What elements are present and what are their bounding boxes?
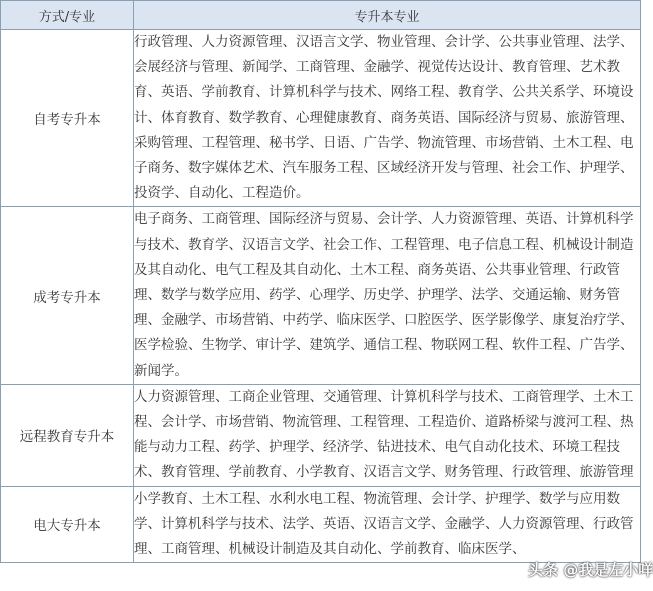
- table-row: [1, 207, 641, 384]
- table-row: [1, 30, 641, 207]
- watermark: 头条 @我是左小咩: [528, 561, 653, 579]
- table-row: [1, 486, 641, 563]
- majors-cell: 电子商务、工商管理、国际经济与贸易、会计学、人力资源管理、英语、计算机科学与技术、教育学、汉语言文学、社会工作、工程管理、电子信息工程、机械设计制造及其自动化、电气工程及其自动化、土木工程、商务英语、公共事业管理、行政管理、数学与数学应用、药学、心理学、历史学、护理学、法学、交通运输、财务管理、金融学、市场营销、中药学、临床医学、口腔医学、医学影像学、康复治疗学、医学检验、生物学、审计学、建筑学、通信工程、物联网工程、软件工程、广告学、新闻学。: [134, 207, 641, 384]
- header-row: [1, 1, 641, 30]
- majors-cell: 小学教育、土木工程、水利水电工程、物流管理、会计学、护理学、数学与应用数学、计算机科学与技术、法学、英语、汉语言文学、金融学、人力资源管理、行政管理、工商管理、机械设计制造及其自动化、学前教育、临床医学、: [134, 486, 641, 563]
- method-cell: 电大专升本: [1, 486, 134, 563]
- majors-cell: 行政管理、人力资源管理、汉语言文学、物业管理、会计学、公共事业管理、法学、会展经济与管理、新闻学、工商管理、金融学、视觉传达设计、教育管理、艺术教育、英语、学前教育、计算机科学与技术、网络工程、教育学、公共关系学、环境设计、体育教育、数学教育、心理健康教育、商务英语、国际经济与贸易、旅游管理、采购管理、工程管理、秘书学、日语、广告学、物流管理、市场营销、土木工程、电子商务、数字媒体艺术、汽车服务工程、区域经济开发与管理、社会工作、护理学、投资学、自动化、工程造价。: [134, 30, 641, 207]
- method-cell: 远程教育专升本: [1, 384, 134, 486]
- table-row: [1, 384, 641, 486]
- method-cell: 成考专升本: [1, 207, 134, 384]
- header-majors: 专升本专业: [134, 1, 641, 30]
- majors-cell: 人力资源管理、工商企业管理、交通管理、计算机科学与技术、工商管理学、土木工程、会计学、市场营销、物流管理、工程管理、工程造价、道路桥梁与渡河工程、热能与动力工程、药学、护理学、经济学、钻进技术、电气自动化技术、环境工程技术、教育管理、学前教育、小学教育、汉语言文学、财务管理、行政管理、旅游管理: [134, 384, 641, 486]
- header-method: 方式/专业: [1, 1, 134, 30]
- method-cell: 自考专升本: [1, 30, 134, 207]
